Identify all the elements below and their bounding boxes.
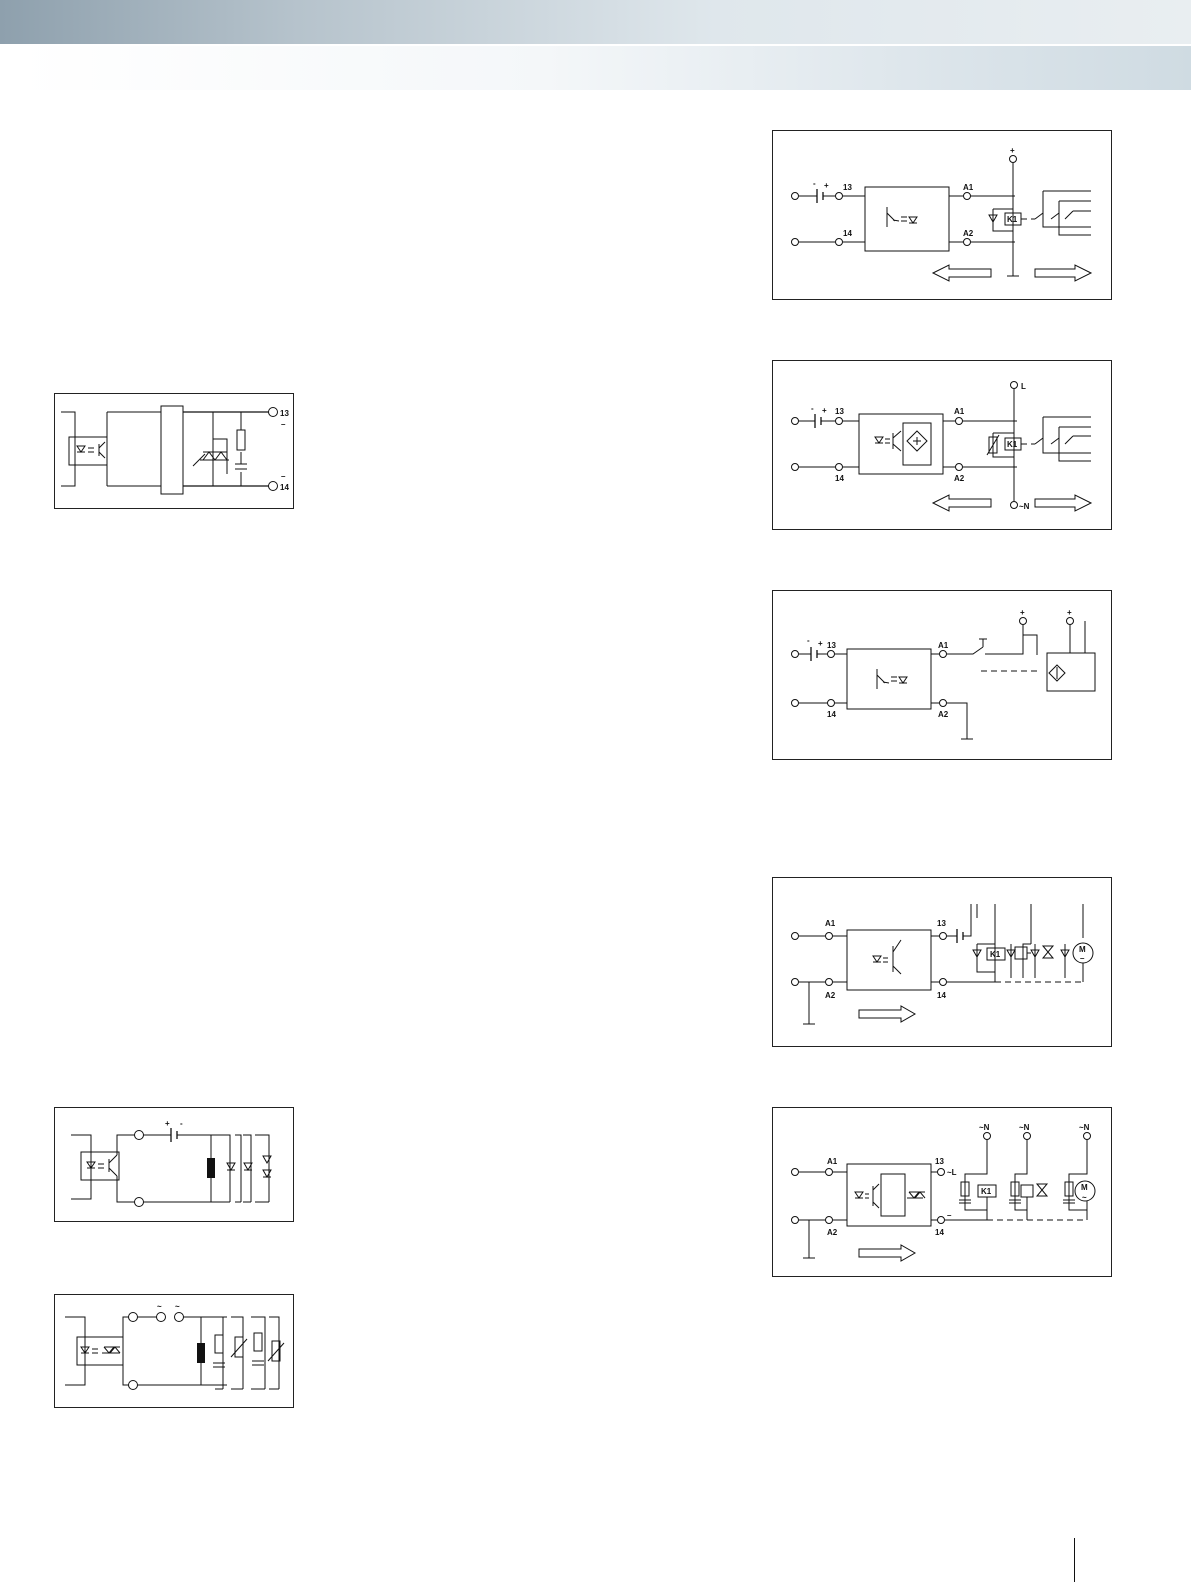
- svg-text:A2: A2: [954, 474, 965, 483]
- optocoupler-box: [81, 1152, 119, 1180]
- svg-text:14: 14: [827, 710, 836, 719]
- header-band: [0, 0, 1191, 44]
- diagram-dc-relay-control: [772, 130, 1112, 300]
- diagram-ac-output-loads: [772, 1107, 1112, 1277]
- heatsink-block: [161, 406, 183, 494]
- svg-text:+: +: [165, 1119, 170, 1128]
- svg-text:K1: K1: [1007, 440, 1018, 449]
- diagram-sensor-input: [772, 590, 1112, 760]
- svg-text:M: M: [1079, 945, 1086, 954]
- diagram-ac-loads: [54, 1294, 294, 1408]
- ssr-box: [847, 1164, 931, 1226]
- svg-text:–: –: [947, 1211, 952, 1220]
- terminal-13: [269, 408, 278, 417]
- svg-text:-: -: [807, 636, 810, 645]
- label-14: 14: [280, 483, 289, 492]
- svg-text:A1: A1: [825, 919, 836, 928]
- terminal-14: [269, 482, 278, 491]
- svg-text:-: -: [811, 404, 814, 413]
- svg-text:A2: A2: [938, 710, 949, 719]
- svg-text:13: 13: [843, 183, 852, 192]
- svg-text:A2: A2: [963, 229, 974, 238]
- svg-text:+: +: [1067, 608, 1072, 617]
- svg-text:~N: ~N: [1019, 502, 1030, 511]
- label-13: 13: [280, 409, 289, 418]
- svg-text:-: -: [180, 1119, 183, 1128]
- svg-text:K1: K1: [981, 1187, 992, 1196]
- svg-text:~N: ~N: [979, 1123, 990, 1132]
- svg-text:+: +: [1020, 608, 1025, 617]
- svg-text:+: +: [822, 406, 827, 415]
- svg-text:+: +: [1010, 146, 1015, 155]
- header-subband: [18, 46, 1191, 90]
- svg-text:-: -: [813, 179, 816, 188]
- svg-text:+: +: [818, 639, 823, 648]
- svg-text:14: 14: [835, 474, 844, 483]
- sensor-box: [1047, 653, 1095, 691]
- diagram-ac-relay-control: [772, 360, 1112, 530]
- svg-text:14: 14: [843, 229, 852, 238]
- diagram-input-triac-output: [54, 393, 294, 509]
- svg-text:A2: A2: [827, 1228, 838, 1237]
- svg-text:~N: ~N: [1019, 1123, 1030, 1132]
- svg-text:A1: A1: [954, 407, 965, 416]
- svg-text:13: 13: [827, 641, 836, 650]
- svg-text:L: L: [1021, 382, 1026, 391]
- svg-text:+: +: [824, 181, 829, 190]
- ssr-box: [847, 649, 931, 709]
- svg-text:K1: K1: [990, 950, 1001, 959]
- svg-text:–: –: [281, 420, 286, 429]
- svg-text:M: M: [1081, 1183, 1088, 1192]
- svg-text:~: ~: [1082, 1193, 1087, 1202]
- svg-text:14: 14: [937, 991, 946, 1000]
- load-inductor: [207, 1158, 215, 1178]
- svg-text:14: 14: [935, 1228, 944, 1237]
- resistor: [237, 430, 245, 450]
- diagram-dc-output-loads: [772, 877, 1112, 1047]
- svg-text:A2: A2: [825, 991, 836, 1000]
- diagram-dc-loads: [54, 1107, 294, 1222]
- svg-text:13: 13: [937, 919, 946, 928]
- svg-text:–: –: [1080, 954, 1085, 963]
- svg-text:A1: A1: [963, 183, 974, 192]
- svg-text:A1: A1: [827, 1157, 838, 1166]
- page-footer-rule: [1074, 1538, 1075, 1582]
- ssr-box: [865, 187, 949, 251]
- svg-text:~L: ~L: [947, 1168, 957, 1177]
- svg-text:A1: A1: [938, 641, 949, 650]
- load-inductor: [197, 1343, 205, 1363]
- svg-text:K1: K1: [1007, 215, 1018, 224]
- svg-text:~: ~: [175, 1302, 180, 1311]
- svg-text:13: 13: [935, 1157, 944, 1166]
- svg-text:13: 13: [835, 407, 844, 416]
- svg-text:~N: ~N: [1079, 1123, 1090, 1132]
- svg-text:–: –: [281, 472, 286, 481]
- ssr-box: [847, 930, 931, 990]
- svg-text:~: ~: [157, 1302, 162, 1311]
